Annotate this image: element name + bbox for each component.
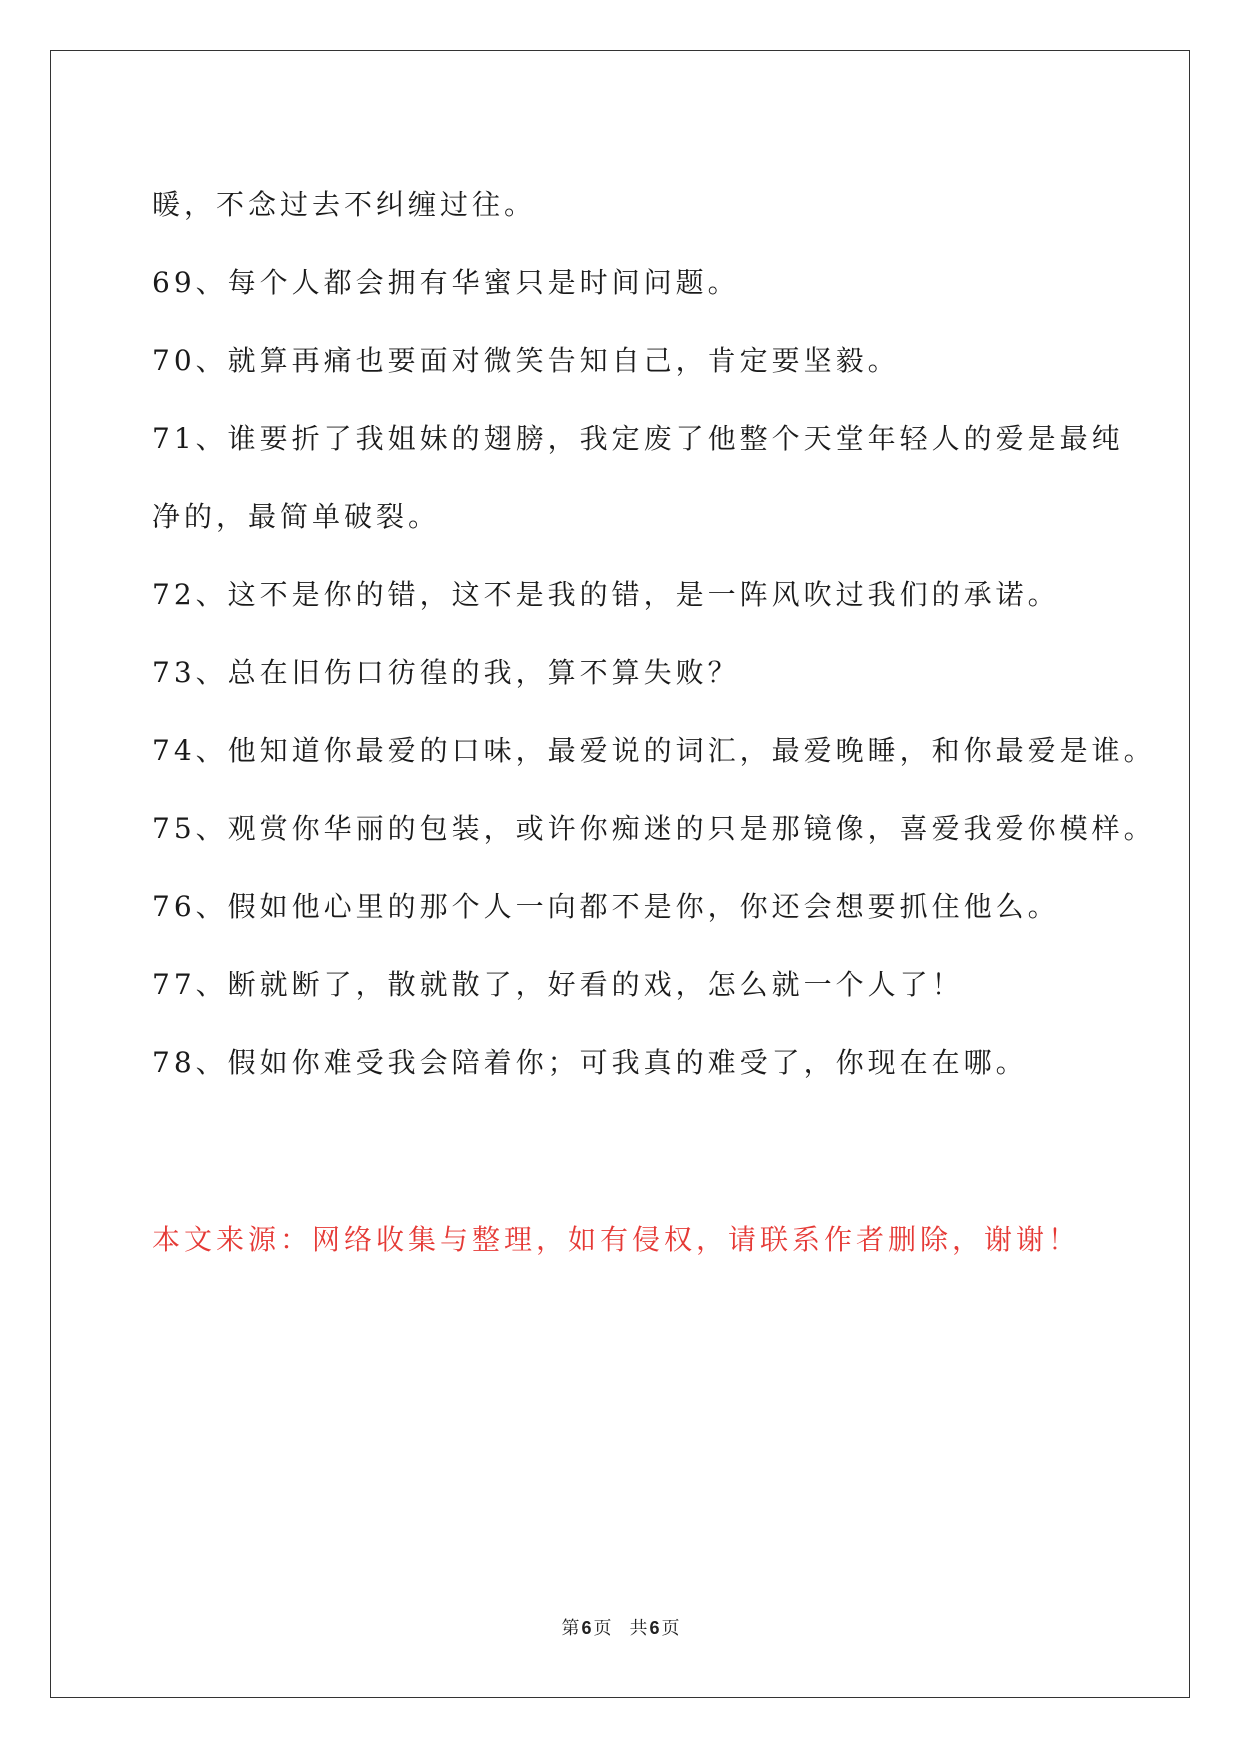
footer-total-prefix: 共 [629, 1618, 648, 1639]
text-line: 73、总在旧伤口彷徨的我，算不算失败？ [152, 656, 740, 689]
text-line: 暖，不念过去不纠缠过往。 [152, 188, 537, 221]
text-line: 75、观赏你华丽的包装，或许你痴迷的只是那镜像，喜爱我爱你模样。 [152, 812, 1156, 845]
source-note: 本文来源：网络收集与整理，如有侵权，请联系作者删除，谢谢！ [152, 1223, 1081, 1256]
document-body [152, 166, 1156, 1102]
text-line: 74、他知道你最爱的口味，最爱说的词汇，最爱晚睡，和你最爱是谁。 [152, 734, 1156, 767]
page-footer [0, 1616, 1241, 1641]
text-line: 70、就算再痛也要面对微笑告知自己，肯定要坚毅。 [152, 344, 900, 377]
text-line: 69、每个人都会拥有华蜜只是时间问题。 [152, 266, 740, 299]
footer-total-suffix: 页 [661, 1618, 680, 1639]
text-line: 78、假如你难受我会陪着你；可我真的难受了，你现在在哪。 [152, 1046, 1028, 1079]
text-line: 72、这不是你的错，这不是我的错，是一阵风吹过我们的承诺。 [152, 578, 1060, 611]
footer-page-word: 页 [593, 1618, 612, 1639]
text-line: 71、谁要折了我姐妹的翅膀，我定废了他整个天堂年轻人的爱是最纯 [152, 422, 1124, 455]
footer-total-pages: 6 [649, 1618, 660, 1638]
text-line: 净的，最简单破裂。 [152, 500, 441, 533]
footer-prefix: 第 [561, 1618, 580, 1639]
footer-current-page: 6 [581, 1618, 592, 1638]
text-line: 76、假如他心里的那个人一向都不是你，你还会想要抓住他么。 [152, 890, 1060, 923]
text-line: 77、断就断了，散就散了，好看的戏，怎么就一个人了！ [152, 968, 964, 1001]
